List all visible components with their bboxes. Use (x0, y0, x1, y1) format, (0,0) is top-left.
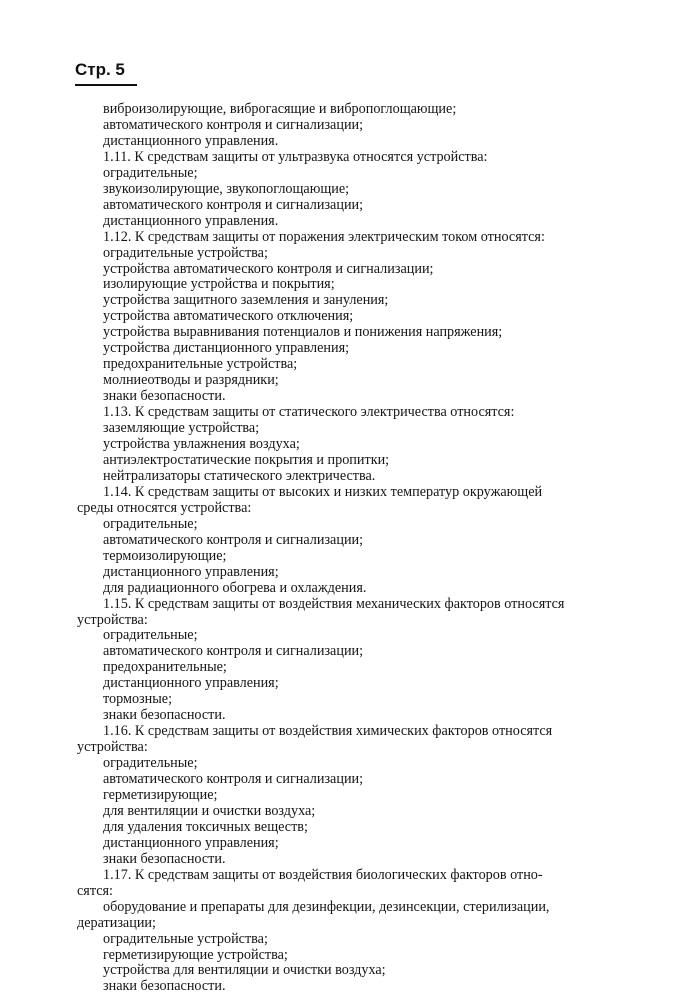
text-line: звукоизолирующие, звукопоглощающие; (103, 180, 350, 197)
text-line: заземляющие устройства; (103, 420, 260, 437)
text-line: устройства автоматического контроля и сигнализации; (103, 260, 434, 277)
text-line: антиэлектростатические покрытия и пропитки; (103, 451, 390, 468)
text-line: оградительные; (103, 755, 198, 772)
text-line: автоматического контроля и сигнализации; (103, 643, 364, 660)
text-line: термоизолирующие; (103, 547, 227, 564)
page-number-label: Стр. 5 (75, 60, 125, 79)
header-underline (75, 84, 137, 86)
text-line: автоматического контроля и сигнализации; (103, 196, 364, 213)
clause-1-12: 1.12. К средствам защиты от поражения электрическим током относятся: (103, 228, 545, 245)
text-line: автоматического контроля и сигнализации; (103, 771, 364, 788)
text-line: оградительные; (103, 515, 198, 532)
text-line: для радиационного обогрева и охлаждения. (103, 579, 367, 596)
text-line: дистанционного управления; (103, 563, 279, 580)
clause-1-15: 1.15. К средствам защиты от воздействия механических факторов относятся (103, 595, 565, 612)
text-line: устройства для вентиляции и очистки воздуха; (103, 962, 386, 979)
text-line: оградительные; (103, 164, 198, 181)
document-body (0, 102, 700, 995)
text-line: устройства автоматического отключения; (103, 308, 354, 325)
text-line: изолирующие устройства и покрытия; (103, 276, 335, 293)
text-line: устройства защитного заземления и зануления; (103, 292, 389, 309)
text-line: устройства: (77, 739, 148, 756)
text-line: виброизолирующие, виброгасящие и вибропоглощающие; (103, 101, 457, 117)
clause-1-13: 1.13. К средствам защиты от статического электричества относятся: (103, 404, 515, 421)
text-line: устройства выравнивания потенциалов и понижения напряжения; (103, 324, 503, 341)
text-line: устройства: (77, 611, 148, 628)
clause-1-16: 1.16. К средствам защиты от воздействия химических факторов относятся (103, 723, 553, 740)
text-line: автоматического контроля и сигнализации; (103, 116, 364, 133)
text-line: дистанционного управления. (103, 132, 279, 149)
text-line: дистанционного управления; (103, 834, 279, 851)
text-line: герметизирующие устройства; (103, 946, 288, 963)
text-line: оградительные; (103, 627, 198, 644)
text-line: для удаления токсичных веществ; (103, 818, 308, 835)
text-line: предохранительные устройства; (103, 356, 298, 373)
text-line: для вентиляции и очистки воздуха; (103, 802, 316, 819)
text-line: оградительные устройства; (103, 930, 268, 947)
text-line: знаки безопасности. (103, 707, 226, 724)
text-line: сятся: (77, 882, 113, 899)
text-line: автоматического контроля и сигнализации; (103, 531, 364, 548)
text-line: дератизации; (77, 914, 156, 931)
text-line: нейтрализаторы статического электричества. (103, 467, 376, 484)
text-line: дистанционного управления. (103, 212, 279, 229)
text-line: предохранительные; (103, 659, 227, 676)
text-line: тормозные; (103, 691, 173, 708)
text-line: среды относятся устройства: (77, 499, 252, 516)
text-line: знаки безопасности. (103, 388, 226, 405)
text-line: знаки безопасности. (103, 850, 226, 867)
text-line: устройства дистанционного управления; (103, 340, 350, 357)
clause-1-11: 1.11. К средствам защиты от ультразвука относятся устройства: (103, 148, 488, 165)
text-line: молниеотводы и разрядники; (103, 372, 279, 389)
text-line: дистанционного управления; (103, 675, 279, 692)
clause-1-14: 1.14. К средствам защиты от высоких и низких температур окружающей (103, 483, 543, 500)
text-line: оборудование и препараты для дезинфекции, дезинсекции, стерилизации, (103, 898, 550, 915)
text-line: оградительные устройства; (103, 244, 268, 261)
text-line: знаки безопасности. (103, 978, 226, 995)
text-line: герметизирующие; (103, 786, 218, 803)
text-line: устройства увлажнения воздуха; (103, 436, 300, 453)
clause-1-17: 1.17. К средствам защиты от воздействия биологических факторов отно- (103, 866, 543, 883)
